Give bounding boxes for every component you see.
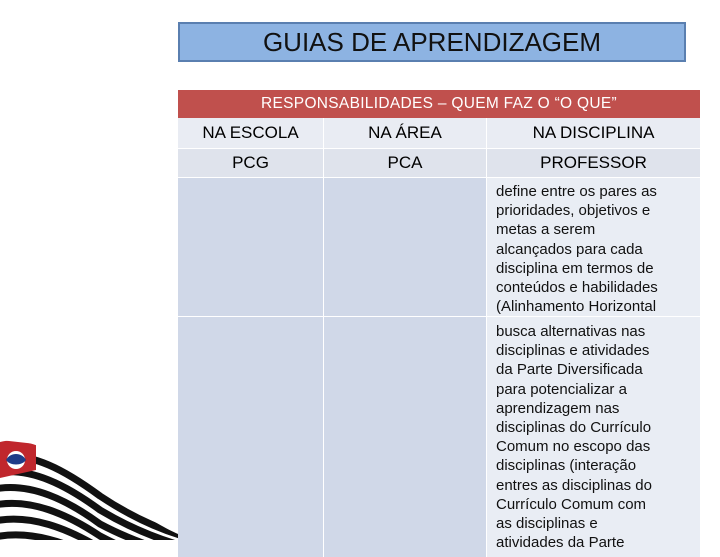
table-header: RESPONSABILIDADES – QUEM FAZ O “O QUE” bbox=[178, 90, 700, 118]
column-header-disciplina: NA DISCIPLINA bbox=[532, 123, 655, 142]
cell-area bbox=[324, 317, 487, 557]
disciplina-text: busca alternativas nas disciplinas e atividades da Parte Diversificada para potencializar a aprendizagem nas disciplinas do Currículo Comum no escopo das disciplinas (interação entres as disciplinas do Currículo Comum com as disciplinas e atividades da Parte bbox=[496, 323, 652, 552]
page-title: GUIAS DE APRENDIZAGEM bbox=[178, 22, 686, 62]
column-header-row bbox=[178, 118, 700, 148]
column-header-escola: NA ESCOLA bbox=[178, 118, 324, 148]
role-professor: PROFESSOR bbox=[540, 153, 647, 172]
role-pca: PCA bbox=[324, 149, 487, 177]
roles-row bbox=[178, 149, 700, 177]
column-header-area: NA ÁREA bbox=[324, 118, 487, 148]
cell-area bbox=[324, 178, 487, 316]
disciplina-text: define entre os pares as prioridades, objetivos e metas a serem alcançados para cada disciplina em termos de conteúdos e habilidades (Alinhamento Horizontal bbox=[496, 183, 658, 316]
role-pcg: PCG bbox=[178, 149, 324, 177]
cell-escola bbox=[178, 178, 324, 316]
responsibilities-table bbox=[178, 90, 700, 552]
sao-paulo-flag-logo bbox=[0, 430, 178, 540]
cell-escola bbox=[178, 317, 324, 557]
